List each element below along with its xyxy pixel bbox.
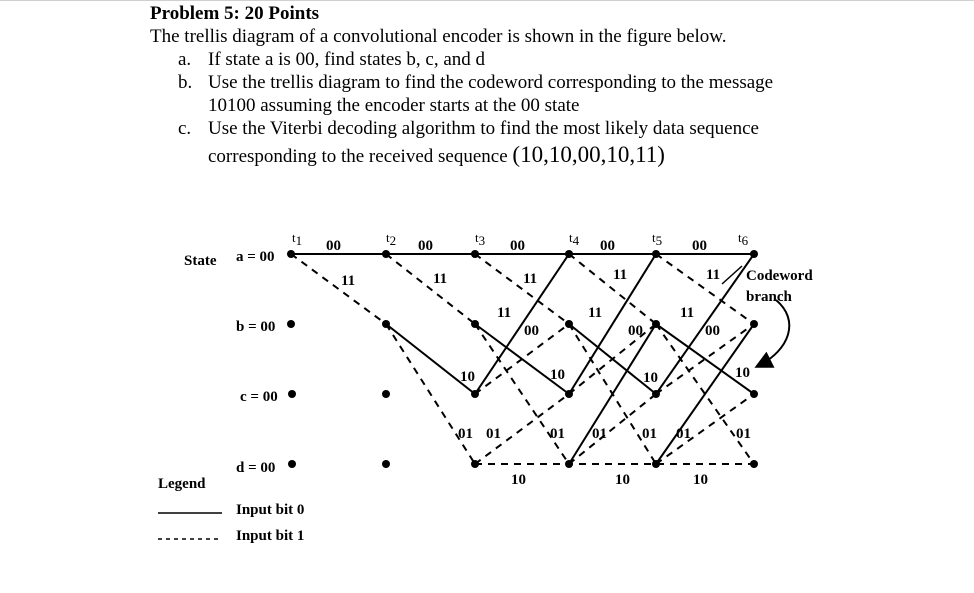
node <box>652 460 660 468</box>
branch-label-ab-t5: 11 <box>706 267 721 283</box>
node <box>382 460 390 468</box>
branch-a-b-t3 <box>475 254 569 324</box>
node <box>382 320 390 328</box>
codeword-note-line2: branch <box>746 289 792 305</box>
branch-label-dd-t4: 10 <box>615 472 630 488</box>
branch-label-bc-t3: 00 <box>524 323 539 339</box>
time-label-t1: t1 <box>292 230 303 248</box>
node <box>471 320 479 328</box>
branch-label-cb-t4: 10 <box>550 367 565 383</box>
node <box>565 320 573 328</box>
part-c-marker: c. <box>178 118 192 139</box>
state-b-label: b = 00 <box>236 319 276 335</box>
branch-label-cb-t6: 10 <box>735 365 750 381</box>
branch-label-dd-t3: 10 <box>511 472 526 488</box>
node <box>382 390 390 398</box>
branch-label-cd-t3: 01 <box>458 426 473 442</box>
state-heading: State <box>184 253 217 269</box>
branch-label-aa-t5: 00 <box>692 238 707 254</box>
branch-label-dc-t3: 01 <box>486 426 501 442</box>
node <box>288 390 296 398</box>
legend-dashed-label: Input bit 1 <box>236 528 305 544</box>
node <box>652 390 660 398</box>
time-label-t2: t2 <box>386 230 397 248</box>
time-label-t5: t5 <box>652 230 663 248</box>
branch-label-ba-t3: 11 <box>497 305 512 321</box>
node <box>471 390 479 398</box>
part-a-marker: a. <box>178 49 192 70</box>
node <box>750 320 758 328</box>
legend-title: Legend <box>158 476 206 492</box>
branch-label-cd-t6: 01 <box>736 426 751 442</box>
branch-label-aa-t2: 00 <box>418 238 433 254</box>
branch-label-dc-t4: 01 <box>592 426 607 442</box>
part-c-line1: Use the Viterbi decoding algorithm to find the most likely data sequence <box>208 118 759 139</box>
state-a-label: a = 00 <box>236 249 275 265</box>
node <box>750 390 758 398</box>
legend-solid-label: Input bit 0 <box>236 502 305 518</box>
branch-label-ba-t5: 11 <box>680 305 695 321</box>
branch-label-ab-t3: 11 <box>523 271 538 287</box>
time-label-t4: t4 <box>569 230 580 248</box>
branch-a-b-t5 <box>656 254 754 324</box>
node <box>652 320 660 328</box>
part-b-line1: Use the trellis diagram to find the codeword corresponding to the message <box>208 72 774 93</box>
branch-label-cd-t5: 01 <box>642 426 657 442</box>
problem-intro: The trellis diagram of a convolutional encoder is shown in the figure below. <box>150 26 727 47</box>
state-d-label: d = 00 <box>236 460 276 476</box>
branch-label-ba-t4: 11 <box>588 305 603 321</box>
branch-label-ab-t1: 11 <box>341 273 356 289</box>
node <box>750 250 758 258</box>
branch-label-cb-t3: 10 <box>460 369 475 385</box>
branch-label-dd-t5: 10 <box>693 472 708 488</box>
branch-label-aa-t1: 00 <box>326 238 341 254</box>
node <box>288 460 296 468</box>
node <box>471 460 479 468</box>
branch-label-cd-t4: 01 <box>550 426 565 442</box>
branch-label-ab-t2: 11 <box>433 271 448 287</box>
branch-label-bc-t5: 00 <box>705 323 720 339</box>
time-label-t6: t6 <box>738 230 749 248</box>
branch-label-ab-t4: 11 <box>613 267 628 283</box>
codeword-note-line1: Codeword <box>746 268 813 284</box>
part-b-marker: b. <box>178 72 193 93</box>
branch-a-b-t2 <box>386 254 475 324</box>
codeword-arrow <box>758 300 789 366</box>
node <box>471 250 479 258</box>
node <box>287 320 295 328</box>
node <box>565 390 573 398</box>
node <box>287 250 295 258</box>
node <box>652 250 660 258</box>
branch-a-b-t4 <box>569 254 656 324</box>
branch-label-aa-t4: 00 <box>600 238 615 254</box>
part-a-text: If state a is 00, find states b, c, and d <box>208 49 486 70</box>
received-sequence: (10,10,00,10,11) <box>512 142 665 167</box>
time-label-t3: t3 <box>475 230 486 248</box>
node <box>382 250 390 258</box>
part-c-line2-text: corresponding to the received sequence <box>208 146 508 167</box>
branch-b-d-t2 <box>386 324 475 464</box>
part-b-line2: 10100 assuming the encoder starts at the 00 state <box>208 95 580 116</box>
branch-b-d-t3 <box>475 324 569 464</box>
branch-label-aa-t3: 00 <box>510 238 525 254</box>
node <box>750 460 758 468</box>
branch-label-dc-t5: 01 <box>676 426 691 442</box>
node <box>565 250 573 258</box>
branch-label-bc-t4: 00 <box>628 323 643 339</box>
branch-label-cb-t5: 10 <box>643 370 658 386</box>
node <box>565 460 573 468</box>
branch-a-b-t1 <box>291 254 386 324</box>
state-c-label: c = 00 <box>240 389 278 405</box>
problem-title: Problem 5: 20 Points <box>150 3 320 24</box>
